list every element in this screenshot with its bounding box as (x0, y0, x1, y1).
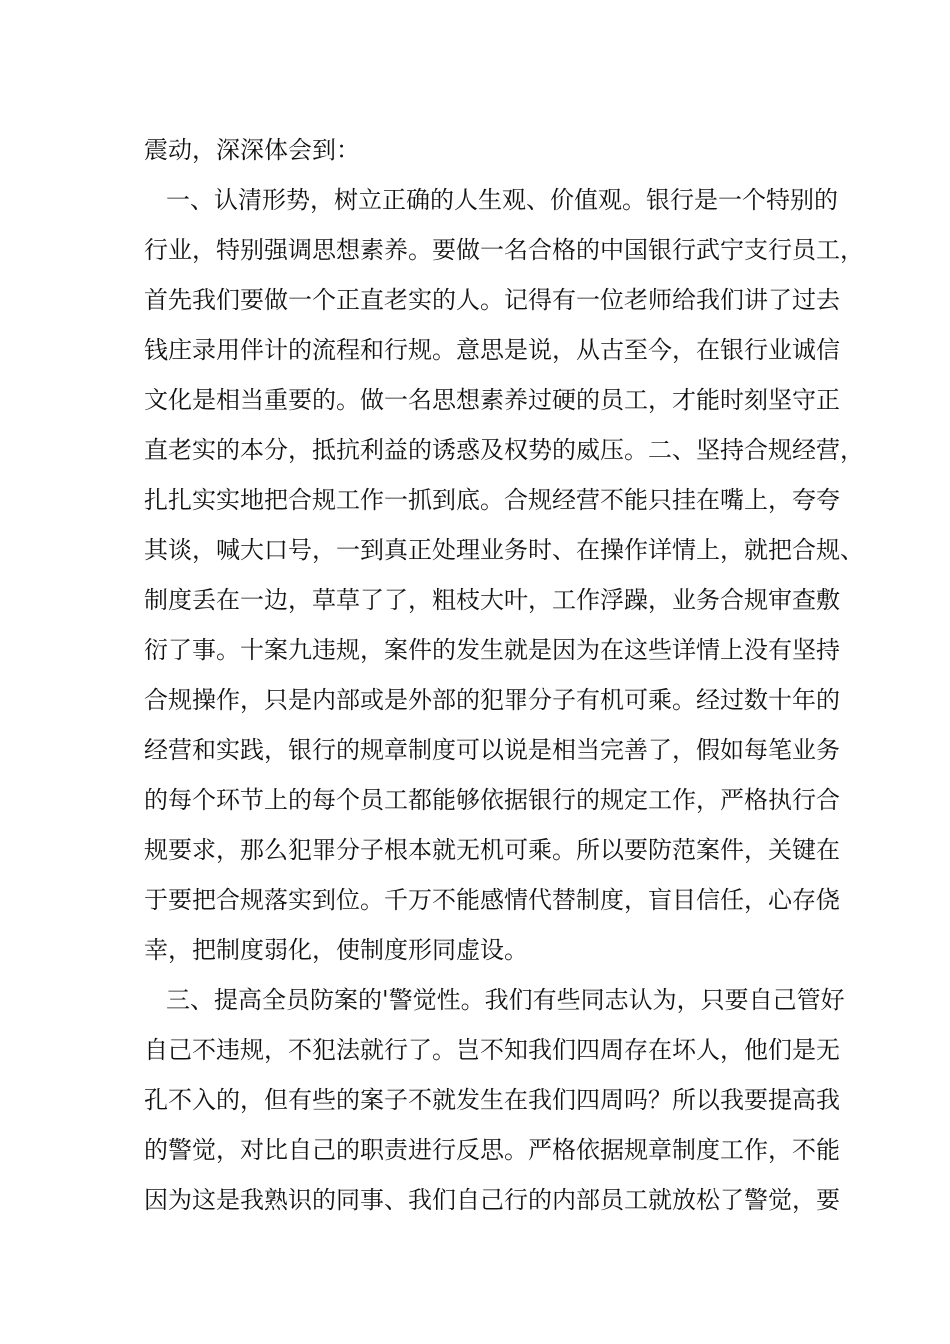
text-line: 制度丢在一边，草草了了，粗枝大叶，工作浮躁，业务合规审查敷 (144, 586, 840, 614)
text-line: 三、提高全员防案的'警觉性。我们有些同志认为，只要自己管好 (166, 986, 845, 1014)
text-line: 其谈，喊大口号，一到真正处理业务时、在操作详情上，就把合规、 (144, 536, 864, 564)
text-line: 一、认清形势，树立正确的人生观、价值观。银行是一个特别的 (166, 186, 838, 214)
text-line: 扎扎实实地把合规工作一抓到底。合规经营不能只挂在嘴上，夸夸 (144, 486, 840, 514)
text-line: 文化是相当重要的。做一名思想素养过硬的员工，才能时刻坚守正 (144, 386, 840, 414)
text-line: 直老实的本分，抵抗利益的诱惑及权势的威压。二、坚持合规经营， (144, 436, 864, 464)
text-line: 规要求，那么犯罪分子根本就无机可乘。所以要防范案件，关键在 (144, 836, 840, 864)
text-line: 衍了事。十案九违规，案件的发生就是因为在这些详情上没有坚持 (144, 636, 840, 664)
text-line: 钱庄录用伴计的流程和行规。意思是说，从古至今，在银行业诚信 (144, 336, 840, 364)
text-line: 自己不违规，不犯法就行了。岂不知我们四周存在坏人，他们是无 (144, 1036, 840, 1064)
text-line: 经营和实践，银行的规章制度可以说是相当完善了，假如每笔业务 (144, 736, 840, 764)
text-line: 孔不入的，但有些的案子不就发生在我们四周吗？所以我要提高我 (144, 1086, 840, 1114)
text-line: 幸，把制度弱化，使制度形同虚设。 (144, 936, 528, 964)
text-line: 首先我们要做一个正直老实的人。记得有一位老师给我们讲了过去 (144, 286, 840, 314)
text-line: 合规操作，只是内部或是外部的犯罪分子有机可乘。经过数十年的 (144, 686, 840, 714)
text-line: 的每个环节上的每个员工都能够依据银行的规定工作，严格执行合 (144, 786, 840, 814)
text-line: 于要把合规落实到位。千万不能感情代替制度，盲目信任，心存侥 (144, 886, 840, 914)
text-line: 震动，深深体会到： (144, 136, 360, 164)
text-line: 因为这是我熟识的同事、我们自己行的内部员工就放松了警觉，要 (144, 1186, 840, 1214)
text-line: 的警觉，对比自己的职责进行反思。严格依据规章制度工作，不能 (144, 1136, 840, 1164)
text-line: 行业，特别强调思想素养。要做一名合格的中国银行武宁支行员工， (144, 236, 864, 264)
